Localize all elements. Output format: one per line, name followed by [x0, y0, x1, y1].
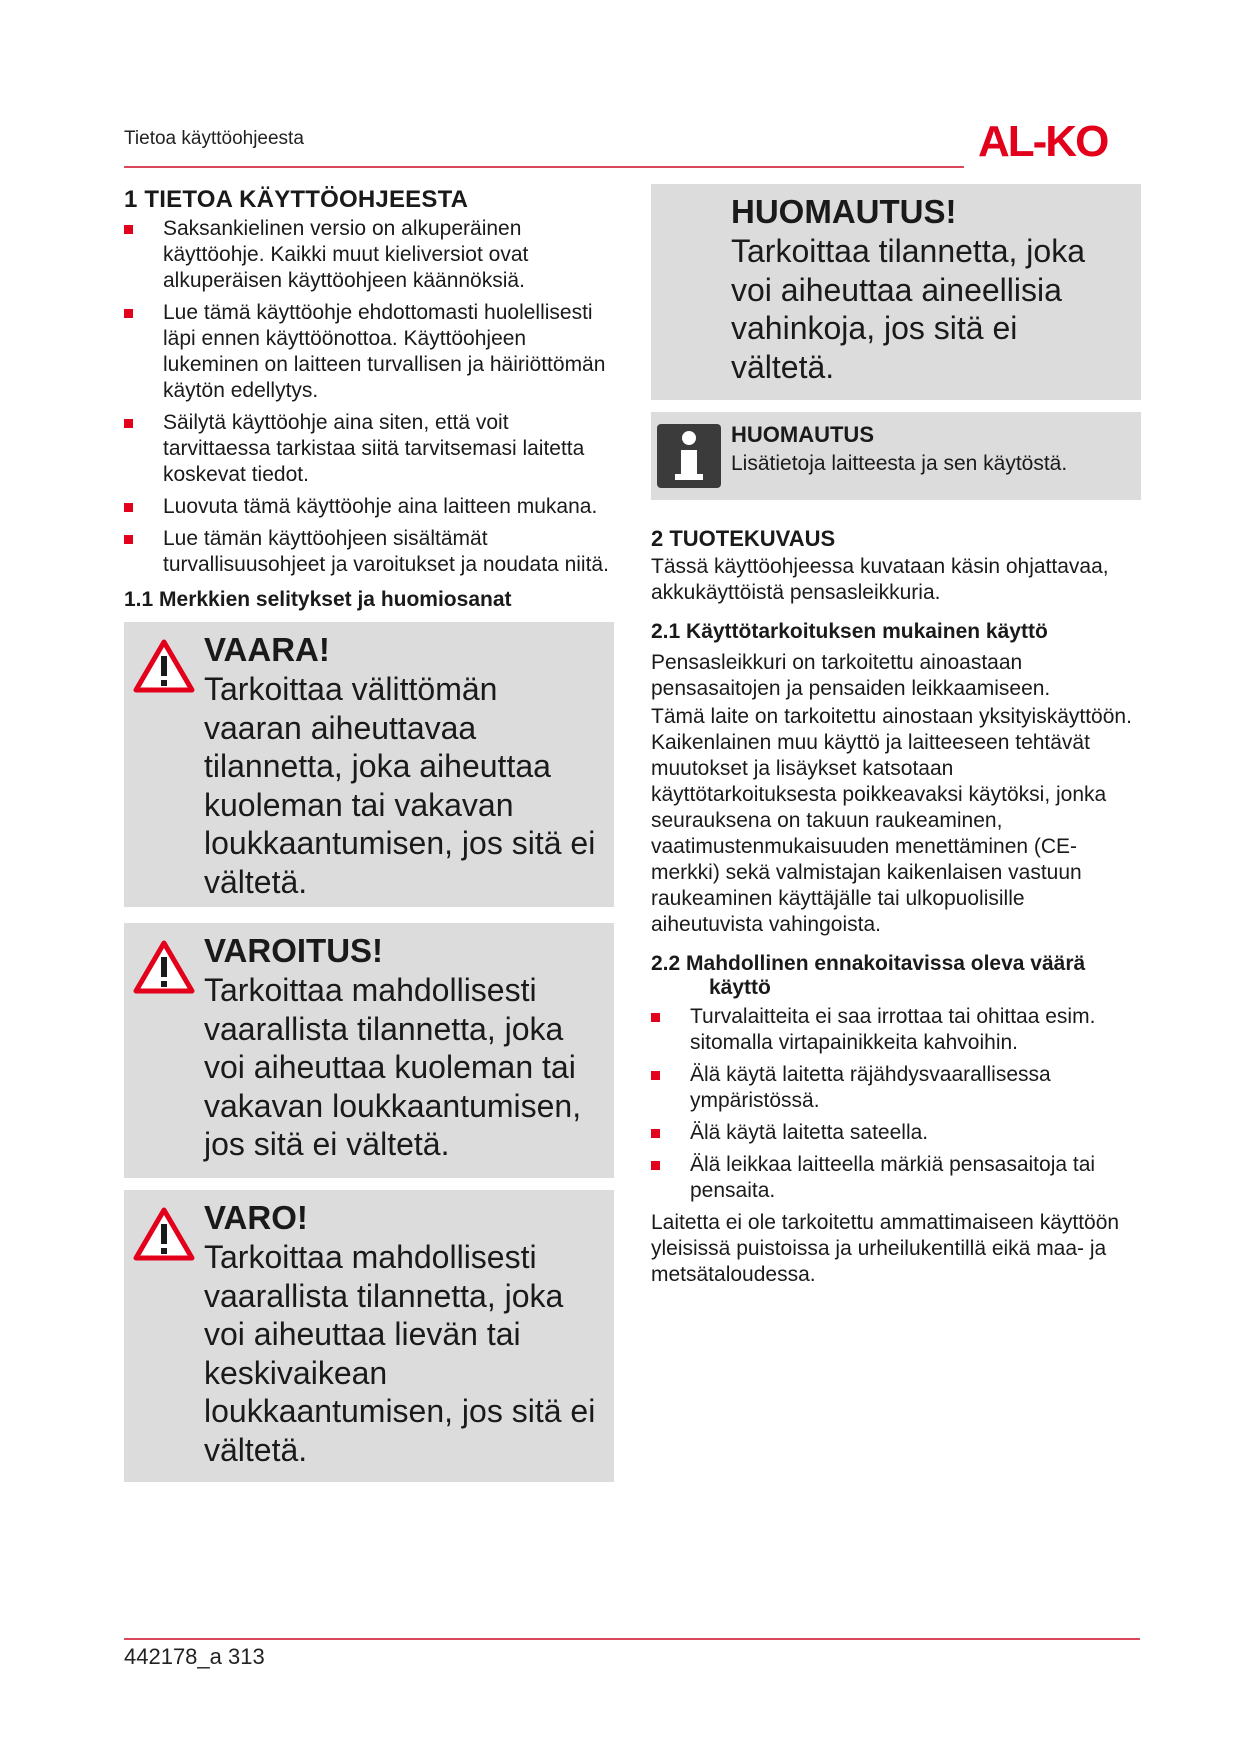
section-2-2-heading-line2: käyttö	[709, 976, 771, 999]
list-item: Turvalaitteita ei saa irrottaa tai ohittaa esim. sitomalla virtapainikkeita kahvoihin.	[651, 1004, 1141, 1056]
warning-triangle-icon	[132, 638, 196, 696]
section-2-1-para-a: Pensasleikkuri on tarkoitettu ainoastaan pensasaitojen ja pensaiden leikkaamiseen.	[651, 651, 1051, 700]
section-2-2-heading	[651, 952, 1141, 1000]
caution-box	[124, 1190, 614, 1482]
section-2-heading: 2 TUOTEKUVAUS	[651, 526, 836, 551]
list-item: Lue tämä käyttöohje ehdottomasti huolellisesti läpi ennen käyttöönottoa. Käyttöohjeen lukeminen on laitteen turvallisen ja häiriöttömän käytön edellytys.	[124, 300, 614, 404]
section-2-1-heading: 2.1 Käyttötarkoituksen mukainen käyttö	[651, 620, 1048, 643]
notice-title: HUOMAUTUS!	[731, 193, 957, 230]
warning-box	[124, 923, 614, 1178]
warning-title: VAROITUS!	[204, 932, 384, 969]
warning-body: Tarkoittaa mahdollisesti vaarallista tilannetta, joka voi aiheuttaa kuoleman tai vakavan loukkaantumisen, jos sitä ei vältetä.	[204, 972, 582, 1162]
caution-body: Tarkoittaa mahdollisesti vaarallista tilannetta, joka voi aiheuttaa lievän tai keskivaikean loukkaantumisen, jos sitä ei vältetä.	[204, 1239, 596, 1468]
info-box	[651, 412, 1141, 500]
footer-divider	[124, 1638, 1140, 1640]
list-item: Älä käytä laitetta sateella.	[651, 1120, 1141, 1146]
info-title: HUOMAUTUS	[731, 422, 874, 447]
section-2-2-heading-line1: 2.2 Mahdollinen ennakoitavissa oleva väärä	[651, 952, 1086, 975]
left-column	[124, 186, 614, 1482]
danger-body: Tarkoittaa välittömän vaaran aiheuttavaa tilannetta, joka aiheuttaa kuoleman tai vakavan loukkaantumisen, jos sitä ei vältetä.	[204, 671, 596, 900]
list-item: Älä leikkaa laitteella märkiä pensasaitoja tai pensaita.	[651, 1152, 1141, 1204]
warning-triangle-icon	[132, 1206, 196, 1264]
logo-text: AL-KO	[978, 117, 1108, 162]
notice-body: Tarkoittaa tilannetta, joka voi aiheuttaa aineellisia vahinkoja, jos sitä ei vältetä.	[731, 233, 1085, 385]
section-1-heading: 1 TIETOA KÄYTTÖOHJEESTA	[124, 186, 469, 213]
section-2-1-para-b: Tämä laite on tarkoitettu ainostaan yksityiskäyttöön. Kaikenlainen muu käyttö ja laitteeseen tehtävät muutokset ja lisäykset katsotaan käyttötarkoituksesta poikkeavaksi käytöksi, jonka seurauksena on takuun raukeaminen, vaatimustenmukaisuuden menettäminen (CE-merkki) sekä valmistajan kaikenlaisen vastuun raukeaminen käyttäjälle tai ulkopuolisille aiheutuvista vahingoista.	[651, 705, 1132, 936]
footer-doc-number: 442178_a 313	[124, 1644, 265, 1669]
alko-logo	[978, 116, 1138, 162]
list-item: Luovuta tämä käyttöohje aina laitteen mukana.	[124, 494, 614, 520]
warning-triangle-icon	[132, 939, 196, 997]
section-1-bullets	[124, 216, 614, 578]
header-divider	[124, 166, 964, 168]
section-2-2-bullets	[651, 1004, 1141, 1204]
caution-title: VARO!	[204, 1199, 308, 1236]
right-column	[651, 184, 1141, 1288]
list-item: Älä käytä laitetta räjähdysvaarallisessa ympäristössä.	[651, 1062, 1141, 1114]
info-icon	[657, 424, 721, 488]
section-2-2-closing: Laitetta ei ole tarkoitettu ammattimaiseen käyttöön yleisissä puistoissa ja urheilukentillä eikä maa- ja metsätaloudessa.	[651, 1211, 1120, 1286]
list-item: Saksankielinen versio on alkuperäinen käyttöohje. Kaikki muut kieliversiot ovat alkuperäisen käyttöohjeen käännöksiä.	[124, 216, 614, 294]
info-body: Lisätietoja laitteesta ja sen käytöstä.	[731, 452, 1068, 475]
notice-box	[651, 184, 1141, 400]
list-item: Säilytä käyttöohje aina siten, että voit tarvittaessa tarkistaa siitä tarvitsemasi laitetta koskevat tiedot.	[124, 410, 614, 488]
section-1-1-heading: 1.1 Merkkien selitykset ja huomiosanat	[124, 588, 512, 611]
section-2-intro: Tässä käyttöohjeessa kuvataan käsin ohjattavaa, akkukäyttöistä pensasleikkuria.	[651, 555, 1109, 604]
list-item: Lue tämän käyttöohjeen sisältämät turvallisuusohjeet ja varoitukset ja noudata niitä.	[124, 526, 614, 578]
danger-box	[124, 622, 614, 907]
page-header-title: Tietoa käyttöohjeesta	[124, 128, 304, 149]
danger-title: VAARA!	[204, 631, 330, 668]
